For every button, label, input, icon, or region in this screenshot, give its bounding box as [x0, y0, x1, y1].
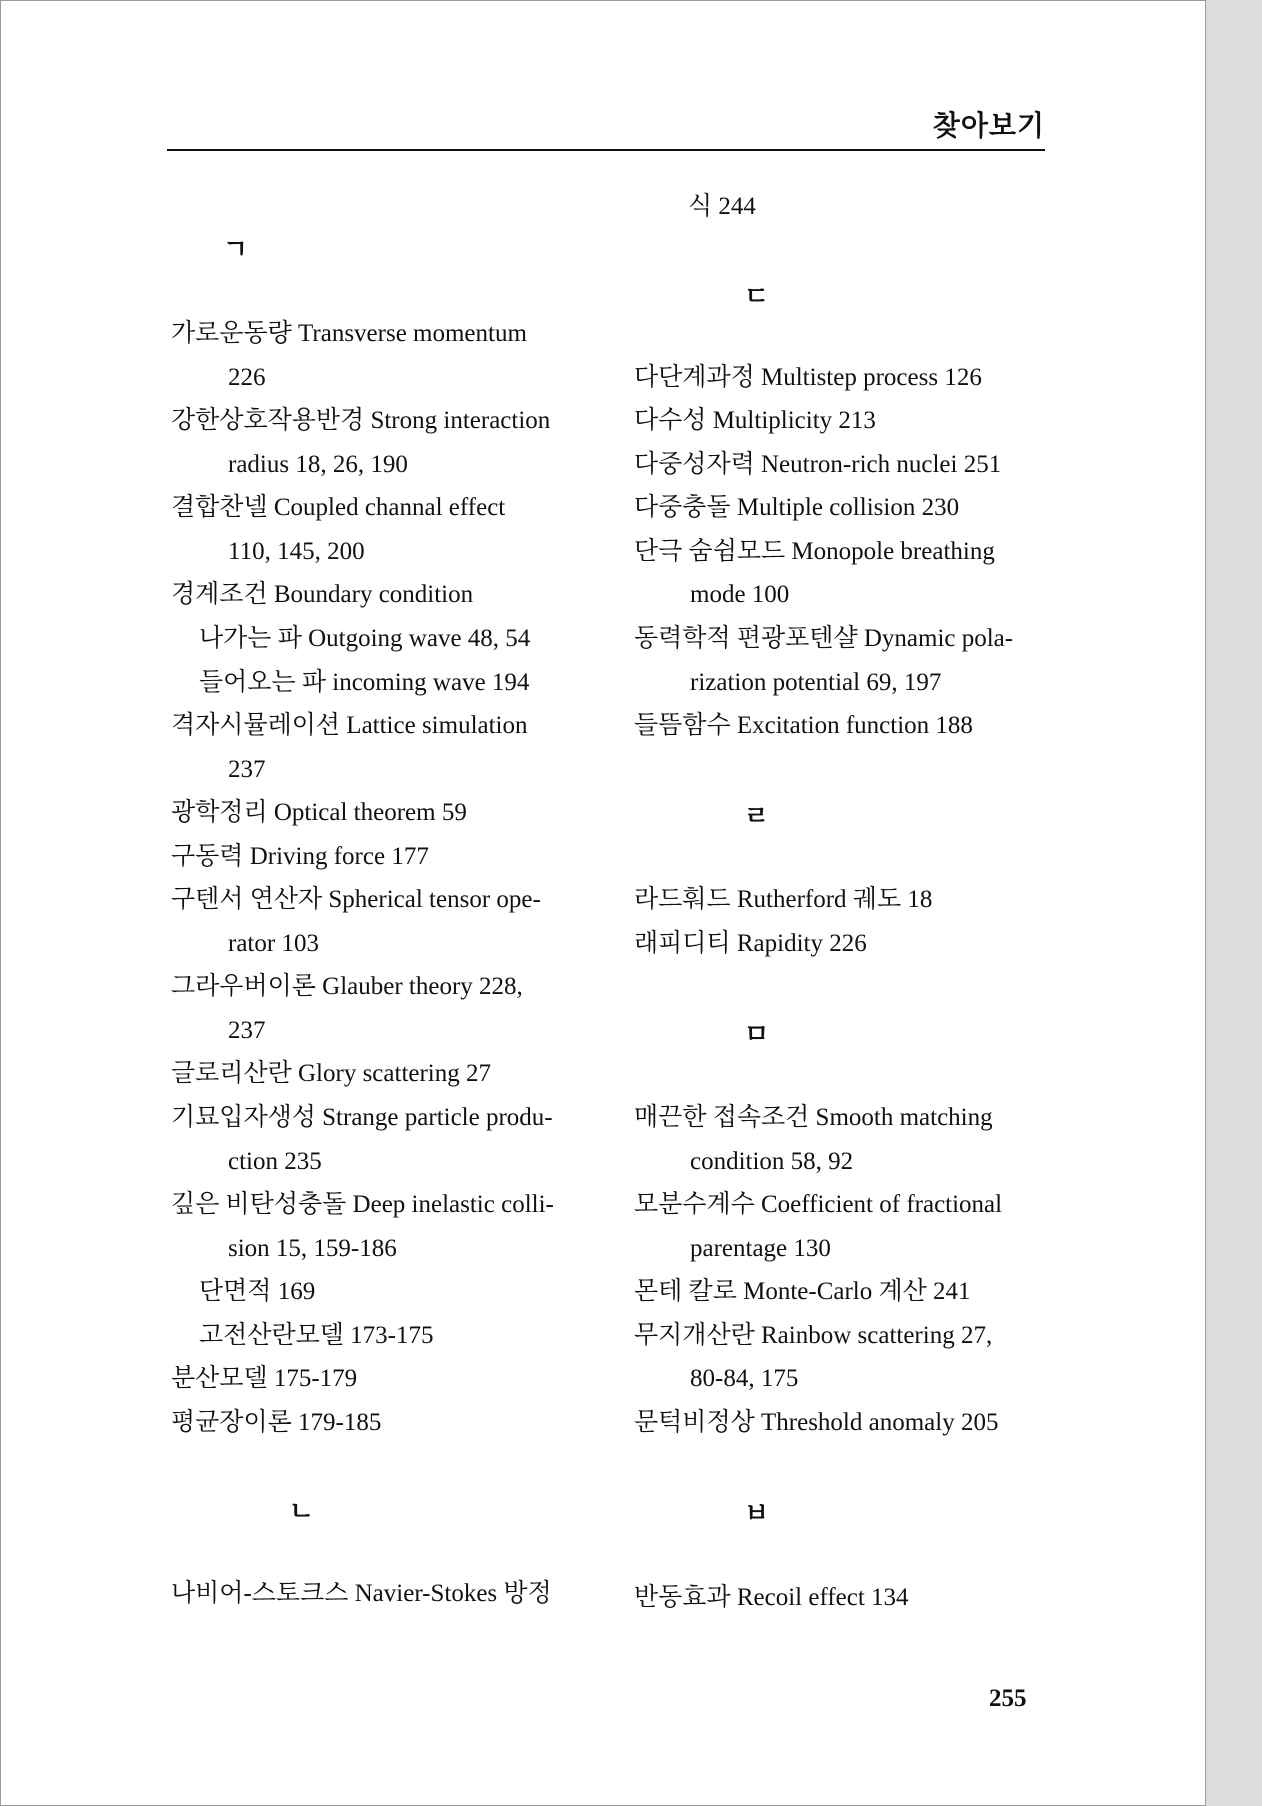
index-entry-continued: 110, 145, 200	[228, 538, 365, 565]
index-entry-continued: 237	[228, 1017, 266, 1044]
index-entry: 모분수계수 Coefficient of fractional	[634, 1191, 1003, 1218]
index-entry: 다중성자력 Neutron-rich nuclei 251	[634, 451, 1002, 478]
index-entry: 나비어-스토크스 Navier-Stokes 방정	[171, 1580, 552, 1607]
index-entry: 구동력 Driving force 177	[171, 843, 429, 870]
index-entry: 분산모델 175-179	[171, 1365, 358, 1392]
index-entry: 경계조건 Boundary condition	[171, 581, 474, 608]
index-entry: 그라우버이론 Glauber theory 228,	[171, 973, 523, 1000]
page-header-title: 찾아보기	[932, 109, 1045, 142]
index-entry-continued: mode 100	[690, 581, 790, 608]
index-entry-continued: rization potential 69, 197	[690, 669, 942, 696]
index-entry: 다단계과정 Multistep process 126	[634, 364, 982, 391]
index-entry-continued: ction 235	[228, 1148, 322, 1175]
index-entry-continued: 식 244	[688, 193, 756, 220]
index-entry-continued: 226	[228, 364, 266, 391]
index-subentry: 나가는 파 Outgoing wave 48, 54	[199, 625, 531, 652]
section-letter: ㄴ	[289, 1497, 315, 1527]
page-number: 255	[989, 1685, 1027, 1712]
index-subentry: 들어오는 파 incoming wave 194	[199, 669, 530, 696]
index-entry: 래피디티 Rapidity 226	[634, 930, 867, 957]
index-subentry: 단면적 169	[199, 1278, 316, 1305]
index-entry-continued: sion 15, 159-186	[228, 1235, 397, 1262]
section-letter: ㄱ	[223, 235, 249, 265]
index-subentry: 고전산란모델 173-175	[199, 1322, 434, 1349]
index-entry: 격자시뮬레이션 Lattice simulation	[171, 712, 528, 739]
index-entry: 무지개산란 Rainbow scattering 27,	[634, 1322, 993, 1349]
index-entry-continued: 237	[228, 756, 266, 783]
index-entry: 평균장이론 179-185	[171, 1409, 382, 1436]
index-entry: 깊은 비탄성충돌 Deep inelastic colli-	[171, 1191, 554, 1218]
index-entry: 반동효과 Recoil effect 134	[634, 1584, 909, 1611]
index-entry: 다중충돌 Multiple collision 230	[634, 494, 960, 521]
index-entry-continued: rator 103	[228, 930, 319, 957]
index-entry-continued: condition 58, 92	[690, 1148, 854, 1175]
index-entry-continued: radius 18, 26, 190	[228, 451, 408, 478]
index-entry: 결합찬넬 Coupled channal effect	[171, 494, 506, 521]
section-letter: ㅁ	[744, 1020, 770, 1050]
index-entry: 몬테 칼로 Monte-Carlo 계산 241	[634, 1278, 971, 1305]
index-entry: 문턱비정상 Threshold anomaly 205	[634, 1409, 999, 1436]
index-entry: 동력학적 편광포텐샬 Dynamic pola-	[634, 625, 1014, 652]
section-letter: ㅂ	[744, 1499, 770, 1529]
index-entry: 가로운동량 Transverse momentum	[171, 320, 527, 347]
index-entry: 기묘입자생성 Strange particle produ-	[171, 1104, 553, 1131]
section-letter: ㄷ	[744, 282, 770, 312]
header-rule	[167, 149, 1045, 151]
index-entry: 글로리산란 Glory scattering 27	[171, 1060, 492, 1087]
index-entry: 광학정리 Optical theorem 59	[171, 799, 467, 826]
viewer-background	[1206, 0, 1262, 1806]
index-entry: 강한상호작용반경 Strong interaction	[171, 407, 551, 434]
index-entry: 구텐서 연산자 Spherical tensor ope-	[171, 886, 541, 913]
index-entry: 라드훠드 Rutherford 궤도 18	[634, 886, 933, 913]
index-entry: 매끈한 접속조건 Smooth matching	[634, 1104, 993, 1131]
index-entry-continued: parentage 130	[690, 1235, 831, 1262]
index-entry-continued: 80-84, 175	[690, 1365, 799, 1392]
index-entry: 들뜸함수 Excitation function 188	[634, 712, 973, 739]
index-entry: 다수성 Multiplicity 213	[634, 407, 876, 434]
index-entry: 단극 숨쉼모드 Monopole breathing	[634, 538, 995, 565]
section-letter: ㄹ	[744, 802, 770, 832]
